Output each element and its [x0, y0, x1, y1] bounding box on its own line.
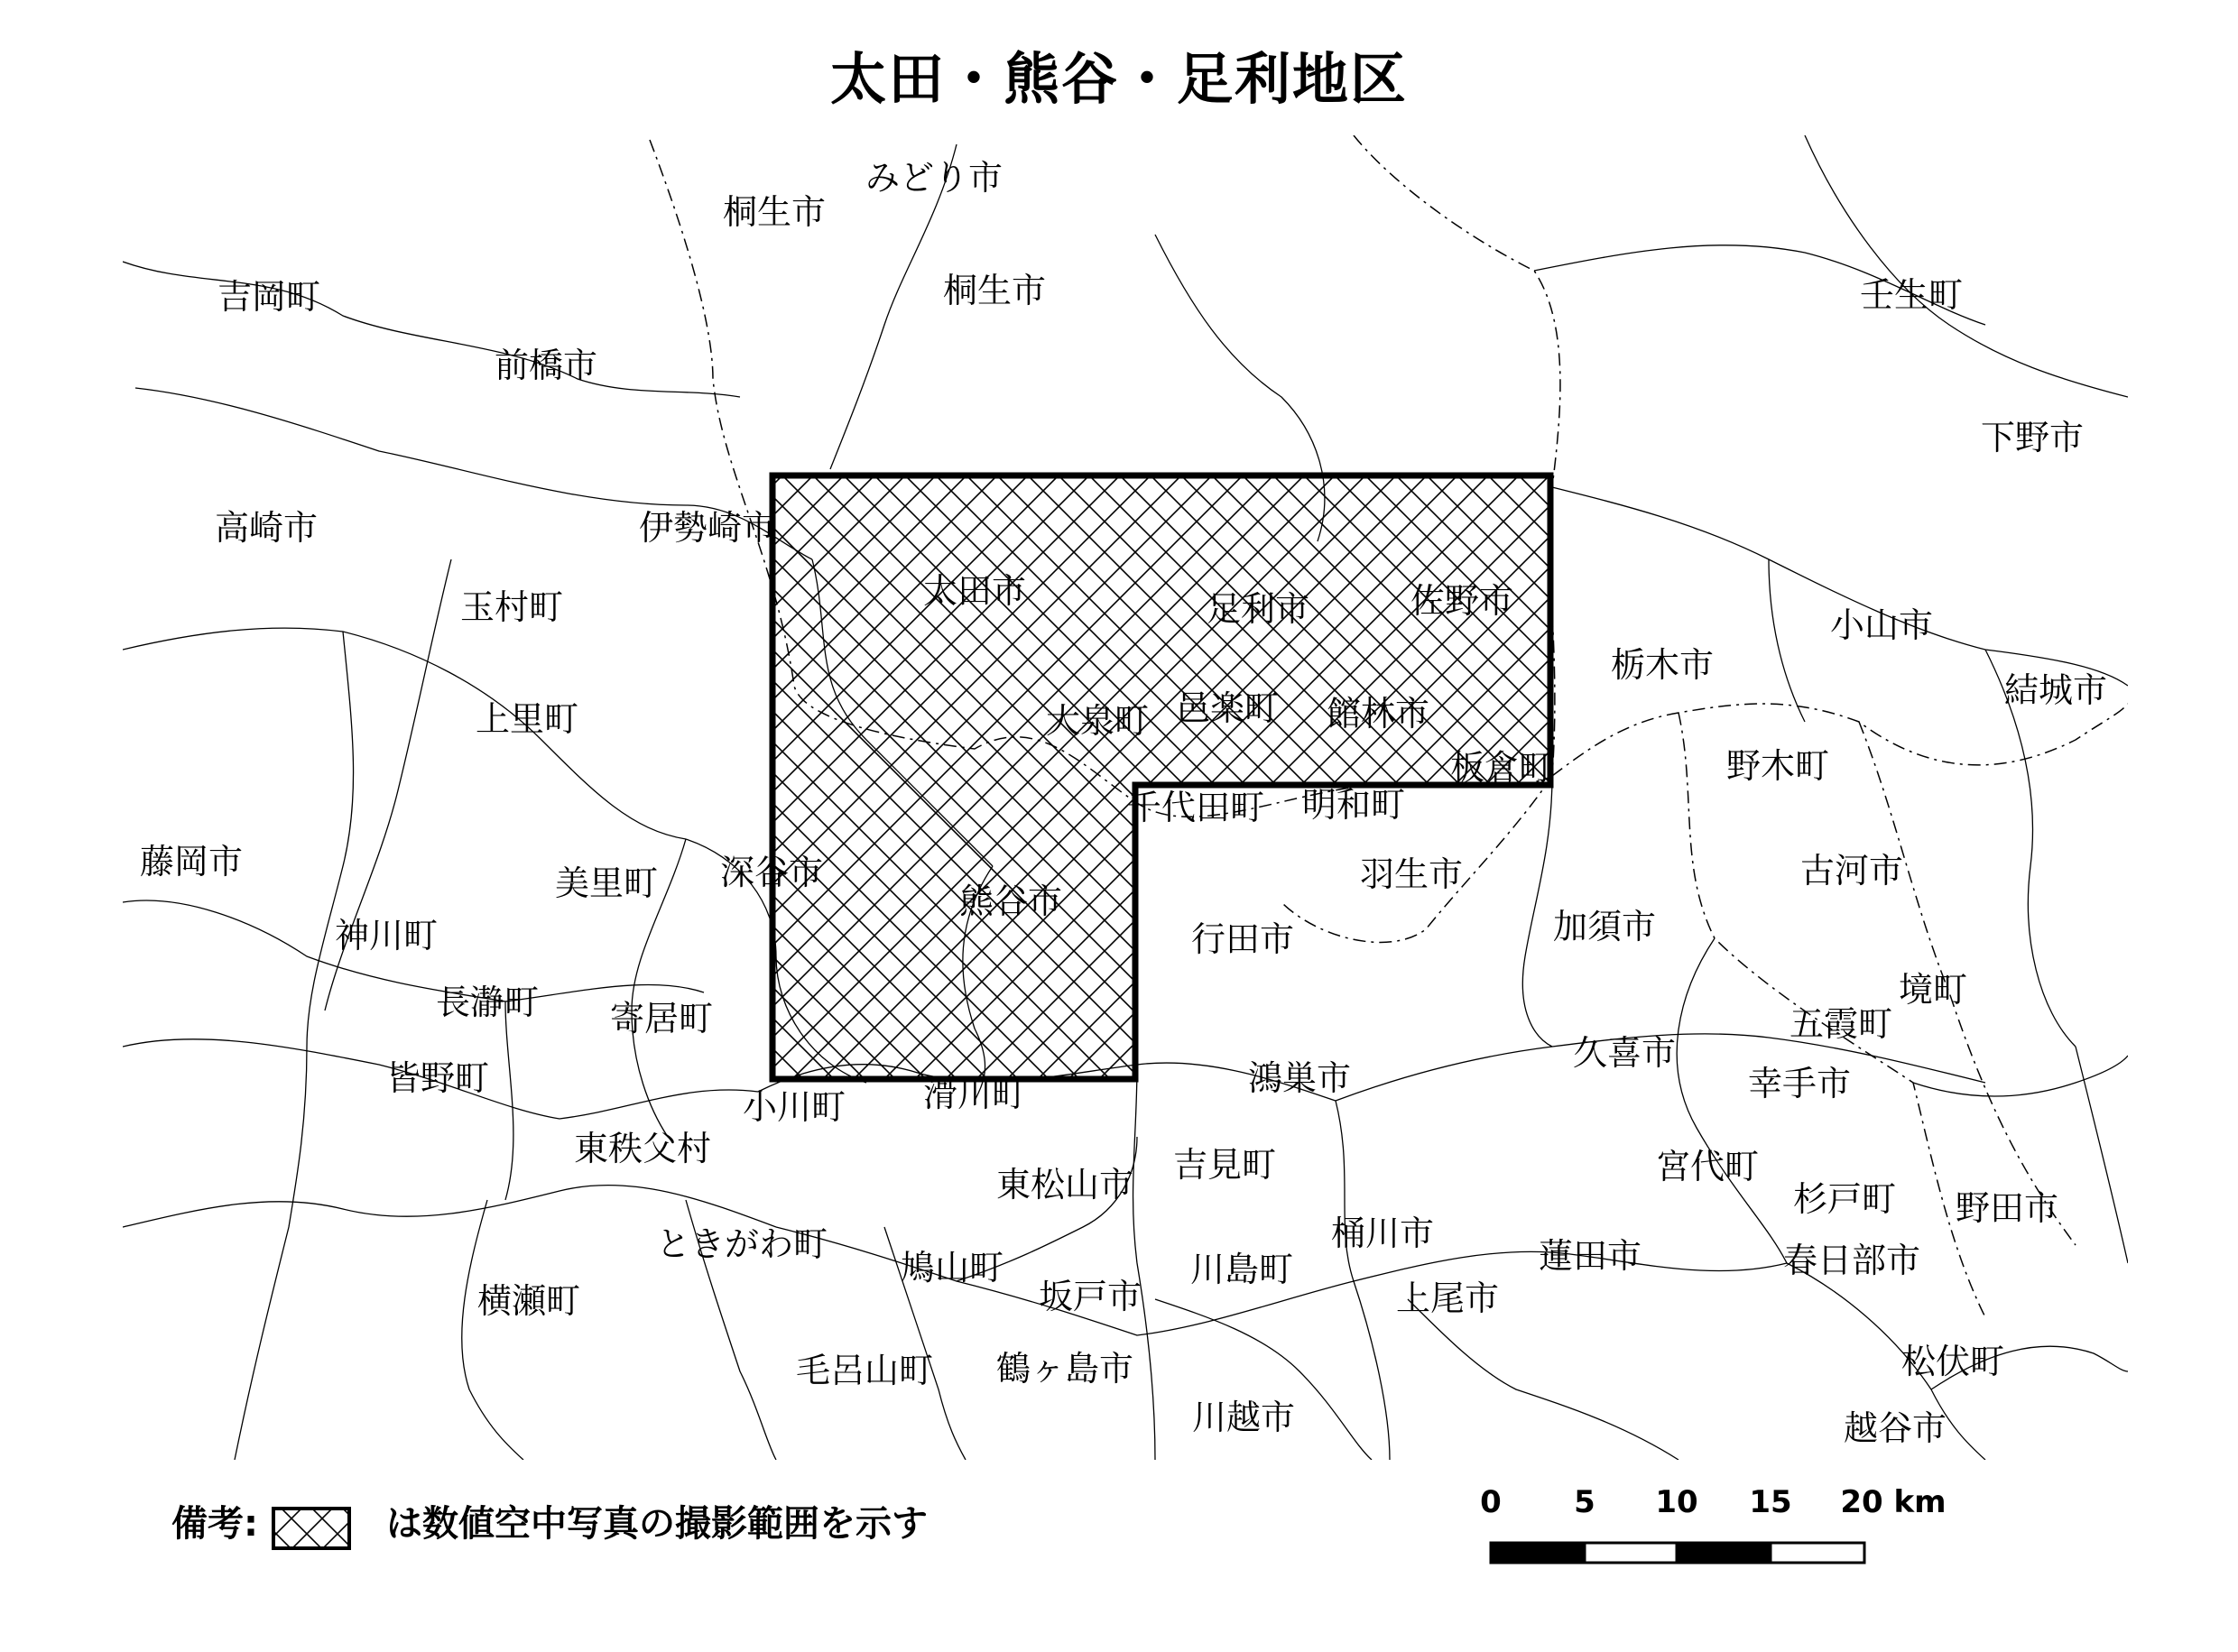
label-moroyama: 毛呂山町 [795, 1351, 934, 1390]
legend [171, 1503, 928, 1548]
label-tokigawa: ときがわ町 [655, 1224, 828, 1264]
label-kiryu: 桐生市 [942, 271, 1047, 310]
label-satte: 幸手市 [1747, 1064, 1852, 1103]
label-tatebayashi: 館林市 [1326, 694, 1430, 734]
label-oyama: 小山市 [1829, 605, 1934, 645]
label-fujioka: 藤岡市 [139, 842, 244, 881]
label-ashikaga: 足利市 [1206, 589, 1310, 629]
label-sano: 佐野市 [1410, 581, 1514, 621]
label-higashichichibu: 東秩父村 [573, 1129, 712, 1168]
label-ageo: 上尾市 [1395, 1278, 1500, 1318]
scale-tick-15: 15 [1749, 1484, 1792, 1520]
label-yorii: 寄居町 [609, 999, 714, 1038]
label-koshigaya: 越谷市 [1843, 1408, 1947, 1448]
label-noda: 野田市 [1955, 1188, 2059, 1228]
label-kawajima: 川島町 [1189, 1250, 1294, 1289]
label-yoshimi: 吉見町 [1172, 1145, 1277, 1185]
label-chiyoda: 千代田町 [1126, 788, 1265, 827]
label-koga: 古河市 [1799, 851, 1904, 891]
label-meiwa: 明和町 [1301, 785, 1406, 825]
label-okegawa: 桶川市 [1330, 1214, 1435, 1253]
label-midori: みどり市 [865, 158, 1003, 198]
label-tsurugashima: 鶴ヶ島市 [995, 1349, 1134, 1389]
label-ota: 太田市 [922, 571, 1027, 611]
legend-hatch-swatch [273, 1509, 349, 1548]
scale-tick-5: 5 [1574, 1484, 1595, 1520]
label-namegawa: 滑川町 [922, 1075, 1027, 1114]
label-kumagaya: 熊谷市 [958, 881, 1063, 921]
scale-bar [1480, 1484, 1946, 1563]
label-misato: 美里町 [554, 863, 659, 903]
label-itakura: 板倉町 [1449, 748, 1554, 788]
label-higashimatsuyama: 東松山市 [995, 1165, 1134, 1204]
scale-segment-1 [1491, 1543, 1585, 1563]
label-kuki: 久喜市 [1572, 1033, 1677, 1073]
scale-tick-20: 20 km [1840, 1484, 1947, 1520]
label-goka: 五霞町 [1789, 1004, 1893, 1044]
label-miyashiro: 宮代町 [1655, 1147, 1760, 1186]
label-sugito: 杉戸町 [1792, 1179, 1897, 1219]
label-kazo: 加須市 [1552, 907, 1657, 946]
label-ogawa: 小川町 [742, 1087, 846, 1127]
label-kawagoe: 川越市 [1191, 1398, 1296, 1437]
label-nagatoro: 長瀞町 [435, 983, 540, 1022]
scale-tick-10: 10 [1655, 1484, 1698, 1520]
survey-area-polygon [772, 475, 1550, 1079]
label-oizumi: 大泉町 [1045, 701, 1150, 741]
label-ora: 邑楽町 [1175, 688, 1280, 728]
scale-segment-3 [1677, 1543, 1771, 1563]
label-kiryu-north: 桐生市 [722, 192, 827, 232]
label-mibu: 壬生町 [1859, 275, 1964, 315]
label-isesaki: 伊勢崎市 [638, 508, 777, 548]
label-sakado: 坂戸市 [1038, 1277, 1142, 1316]
label-gyoda: 行田市 [1190, 919, 1295, 959]
scale-segment-2 [1585, 1543, 1677, 1563]
label-hatoyama: 鳩山町 [900, 1248, 1004, 1287]
legend-text: は数値空中写真の撮影範囲を示す [386, 1503, 928, 1545]
legend-label: 備考: [171, 1503, 258, 1545]
label-hasuda: 蓮田市 [1538, 1236, 1642, 1276]
label-tamamura: 玉村町 [459, 587, 564, 627]
map-title: 太田・熊谷・足利地区 [829, 46, 1408, 112]
label-kasukabe: 春日部市 [1782, 1241, 1921, 1280]
label-yoshioka: 吉岡町 [217, 277, 321, 317]
label-sakai: 境町 [1898, 970, 1968, 1010]
label-hanyu: 羽生市 [1359, 854, 1464, 894]
label-nogi: 野木町 [1725, 746, 1830, 786]
label-yokoze: 横瀬町 [476, 1281, 581, 1321]
label-konosu: 鴻巣市 [1247, 1058, 1352, 1098]
label-minano: 皆野町 [385, 1058, 490, 1098]
label-yuki: 結城市 [2003, 670, 2108, 710]
label-takasaki: 高崎市 [214, 508, 319, 548]
scale-tick-0: 0 [1480, 1484, 1502, 1520]
label-kamisato: 上里町 [475, 699, 579, 739]
label-matsubushi: 松伏町 [1900, 1342, 2005, 1381]
label-maebashi: 前橋市 [494, 346, 598, 385]
scale-segment-4 [1771, 1543, 1864, 1563]
label-shimotsuke: 下野市 [1980, 418, 2085, 457]
label-tochigi: 栃木市 [1610, 645, 1715, 685]
label-kamikawa: 神川町 [334, 916, 439, 955]
label-fukaya: 深谷市 [719, 853, 824, 892]
